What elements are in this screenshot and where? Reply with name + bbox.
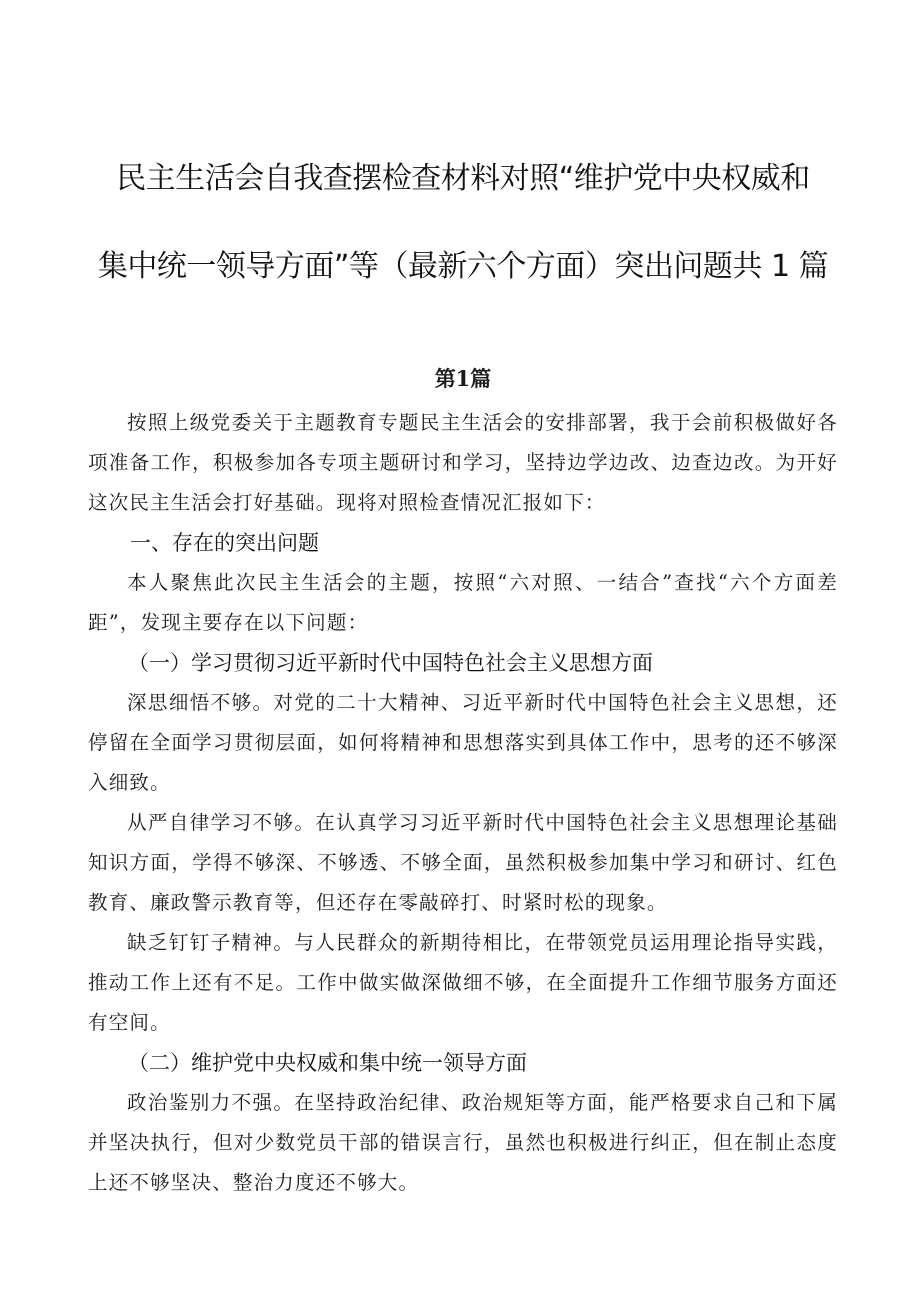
intro-paragraph: 按照上级党委关于主题教育专题民主生活会的安排部署，我于会前积极做好各项准备工作，积极参加各专项主题研讨和学习，坚持边学边改、边查边改。为开好这次民主生活会打好基础。现将对照检查情况汇报如下： xyxy=(88,411,838,514)
subsection1-paragraph-2: 从严自律学习不够。在认真学习习近平新时代中国特色社会主义思想理论基础知识方面，学得不够深、不够透、不够全面，虽然积极参加集中学习和研讨、红色教育、廉政警示教育等，但还存在零敲碎打、时紧时松的现象。 xyxy=(88,811,838,914)
title-line-2: 集中统一领导方面”等（最新六个方面）突出问题共 1 篇 xyxy=(97,249,829,284)
subsection2-paragraph-1: 政治鉴别力不强。在坚持政治纪律、政治规矩等方面，能严格要求自己和下属并坚决执行，但对少数党员干部的错误言行，虽然也积极进行纠正，但在制止态度上还不够坚决、整治力度还不够大。 xyxy=(88,1091,838,1194)
title-line-1: 民主生活会自我查摆检查材料对照“维护党中央权威和 xyxy=(116,161,810,196)
chapter-heading: 第1篇 xyxy=(434,366,492,391)
section-heading-1: 一、存在的突出问题 xyxy=(130,531,319,555)
subsection-heading-2: （二）维护党中央权威和集中统一领导方面 xyxy=(128,1051,527,1075)
subsection1-paragraph-3: 缺乏钉钉子精神。与人民群众的新期待相比，在带领党员运用理论指导实践，推动工作上还有不足。工作中做实做深做细不够，在全面提升工作细节服务方面还有空间。 xyxy=(88,931,838,1034)
document-body xyxy=(88,403,838,1203)
document-title xyxy=(88,135,838,311)
section1-intro-paragraph: 本人聚焦此次民主生活会的主题，按照“六对照、一结合”查找“六个方面差距”，发现主要存在以下问题： xyxy=(88,571,838,634)
subsection-heading-1: （一）学习贯彻习近平新时代中国特色社会主义思想方面 xyxy=(128,651,653,675)
subsection1-paragraph-1: 深思细悟不够。对党的二十大精神、习近平新时代中国特色社会主义思想，还停留在全面学习贯彻层面，如何将精神和思想落实到具体工作中，思考的还不够深入细致。 xyxy=(88,691,838,794)
